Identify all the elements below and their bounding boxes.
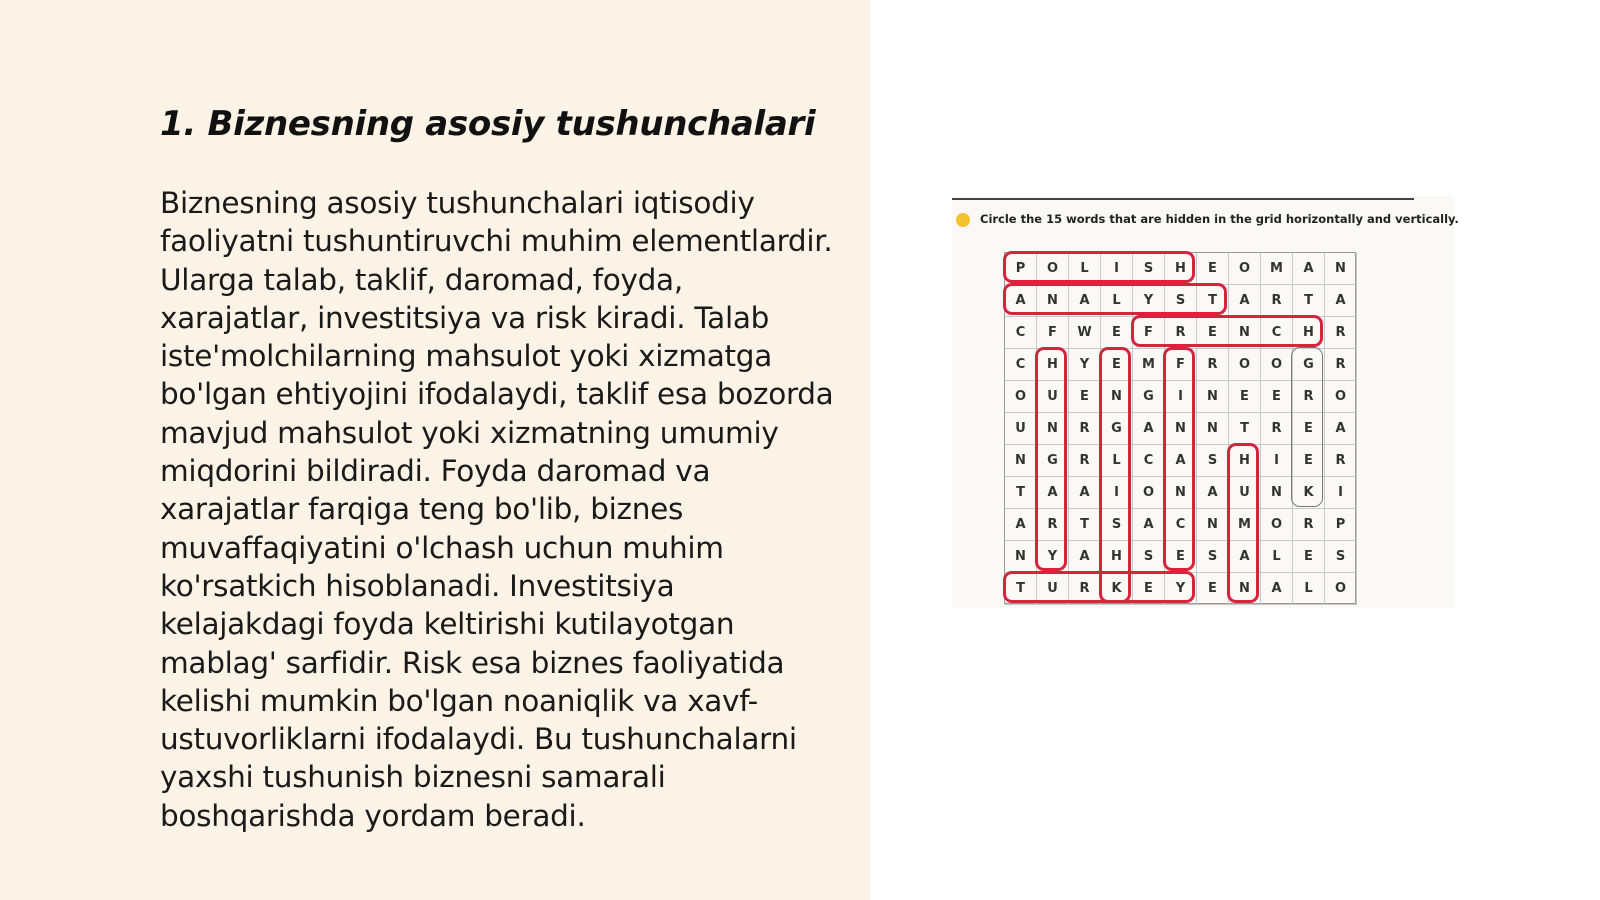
grid-cell: N <box>1197 509 1229 541</box>
grid-cell: R <box>1261 413 1293 445</box>
grid-cell: O <box>1229 349 1261 381</box>
grid-cell: F <box>1037 317 1069 349</box>
grid-cell: E <box>1165 541 1197 573</box>
grid-cell: H <box>1037 349 1069 381</box>
grid-cell: A <box>1325 285 1357 317</box>
grid-cell: N <box>1005 541 1037 573</box>
grid-cell: R <box>1069 573 1101 605</box>
grid-cell: E <box>1293 541 1325 573</box>
grid-cell: A <box>1069 541 1101 573</box>
grid-cell: A <box>1005 509 1037 541</box>
grid-cell: R <box>1069 445 1101 477</box>
grid-cell: A <box>1325 413 1357 445</box>
grid-cell: P <box>1005 253 1037 285</box>
grid-cell: C <box>1133 445 1165 477</box>
grid-cell: A <box>1197 477 1229 509</box>
grid-cell: R <box>1069 413 1101 445</box>
grid-cell: E <box>1197 253 1229 285</box>
divider-line <box>952 198 1414 200</box>
grid-cell: U <box>1229 477 1261 509</box>
grid-cell: A <box>1069 285 1101 317</box>
grid-cell: A <box>1293 253 1325 285</box>
slide-title: 1. Biznesning asosiy tushunchalari <box>160 104 816 144</box>
grid-cell: O <box>1261 509 1293 541</box>
grid-cell: T <box>1229 413 1261 445</box>
grid-cell: E <box>1197 573 1229 605</box>
bullet-icon <box>956 213 970 227</box>
word-highlight-ring <box>1163 347 1195 571</box>
grid-cell: H <box>1101 541 1133 573</box>
grid-cell: W <box>1069 317 1101 349</box>
grid-cell: O <box>1005 381 1037 413</box>
word-highlight-ring <box>1291 347 1323 507</box>
grid-cell: T <box>1069 509 1101 541</box>
grid-cell: E <box>1133 573 1165 605</box>
grid-cell: A <box>1133 509 1165 541</box>
grid-cell: R <box>1261 285 1293 317</box>
grid-cell: H <box>1293 317 1325 349</box>
grid-cell: E <box>1069 381 1101 413</box>
grid-cell: R <box>1293 509 1325 541</box>
grid-cell: N <box>1165 413 1197 445</box>
grid-cell: T <box>1005 477 1037 509</box>
grid-cell: A <box>1005 285 1037 317</box>
grid-cell: M <box>1133 349 1165 381</box>
grid-cell: G <box>1293 349 1325 381</box>
grid-cell: L <box>1069 253 1101 285</box>
puzzle-instruction: Circle the 15 words that are hidden in the grid horizontally and vertically. <box>980 212 1459 226</box>
grid-cell: A <box>1069 477 1101 509</box>
grid-cell: C <box>1005 349 1037 381</box>
grid-cell: S <box>1133 541 1165 573</box>
grid-cell: N <box>1165 477 1197 509</box>
grid-cell: Y <box>1037 541 1069 573</box>
word-highlight-ring <box>1003 251 1195 283</box>
grid-cell: E <box>1229 381 1261 413</box>
grid-cell: S <box>1165 285 1197 317</box>
grid-cell: A <box>1133 413 1165 445</box>
grid-cell: A <box>1037 477 1069 509</box>
grid-cell: K <box>1101 573 1133 605</box>
grid-cell: G <box>1101 413 1133 445</box>
word-highlight-ring <box>1003 283 1227 315</box>
grid-cell: S <box>1101 509 1133 541</box>
word-highlight-ring <box>1227 443 1259 603</box>
grid-cell: N <box>1197 413 1229 445</box>
grid-cell: O <box>1133 477 1165 509</box>
grid-cell: P <box>1325 509 1357 541</box>
grid-cell: Y <box>1069 349 1101 381</box>
grid-cell: C <box>1005 317 1037 349</box>
word-highlight-ring <box>1035 347 1067 571</box>
word-highlight-ring <box>1003 571 1195 603</box>
grid-cell: M <box>1261 253 1293 285</box>
slide-body-text: Biznesning asosiy tushunchalari iqtisodiy faoliyatni tushuntiruvchi muhim elementlardir. Ularga talab, taklif, daromad, foyda, xarajatlar, investitsiya va risk kiradi. Talab iste'molchilarning mahsulot yoki xizmatga bo'lgan ehtiyojini ifodalaydi, taklif esa bozorda mavjud mahsulot yoki xizmatning umumiy miqdorini bildiradi. Foyda daromad va xarajatlar farqiga teng bo'lib, biznes muvaffaqiyatini o'lchash uchun muhim ko'rsatkich hisoblanadi. Investitsiya kelajakdagi foyda keltirishi kutilayotgan mablag' sarfidir. Risk esa biznes faoliyatida kelishi mumkin bo'lgan noaniqlik va xavf-ustuvorliklarni ifodalaydi. Bu tushunchalarni yaxshi tushunish biznesni samarali boshqarishda yordam beradi. <box>160 186 834 833</box>
grid-cell: G <box>1037 445 1069 477</box>
grid-cell: E <box>1261 381 1293 413</box>
grid-cell: S <box>1197 541 1229 573</box>
grid-cell: M <box>1229 509 1261 541</box>
grid-cell: K <box>1293 477 1325 509</box>
grid-cell: G <box>1133 381 1165 413</box>
grid-cell: E <box>1101 349 1133 381</box>
grid-cell: O <box>1229 253 1261 285</box>
grid-cell: O <box>1037 253 1069 285</box>
grid-cell: F <box>1133 317 1165 349</box>
grid-cell: N <box>1101 381 1133 413</box>
grid-cell: T <box>1005 573 1037 605</box>
grid-cell: C <box>1165 509 1197 541</box>
grid-cell: E <box>1101 317 1133 349</box>
grid-cell: N <box>1197 381 1229 413</box>
grid-cell: H <box>1165 253 1197 285</box>
grid-cell: R <box>1325 349 1357 381</box>
grid-cell: T <box>1293 285 1325 317</box>
grid-cell: N <box>1261 477 1293 509</box>
grid-cell: S <box>1325 541 1357 573</box>
grid-cell: N <box>1037 285 1069 317</box>
grid-cell: C <box>1261 317 1293 349</box>
grid-cell: U <box>1037 381 1069 413</box>
grid-cell: E <box>1293 413 1325 445</box>
grid-cell: U <box>1037 573 1069 605</box>
grid-cell: I <box>1101 253 1133 285</box>
grid-cell: S <box>1133 253 1165 285</box>
grid-cell: L <box>1293 573 1325 605</box>
grid-cell: A <box>1229 541 1261 573</box>
grid-cell: E <box>1197 317 1229 349</box>
grid-cell: H <box>1229 445 1261 477</box>
word-search-image <box>952 196 1459 608</box>
grid-cell: A <box>1261 573 1293 605</box>
grid-cell: R <box>1325 445 1357 477</box>
grid-cell: N <box>1229 573 1261 605</box>
grid-cell: A <box>1229 285 1261 317</box>
grid-cell: T <box>1197 285 1229 317</box>
grid-cell: L <box>1261 541 1293 573</box>
grid-cell: I <box>1261 445 1293 477</box>
grid-cell: O <box>1325 381 1357 413</box>
word-highlight-ring <box>1099 347 1131 603</box>
grid-cell: I <box>1101 477 1133 509</box>
grid-cell: R <box>1037 509 1069 541</box>
grid-cell: U <box>1005 413 1037 445</box>
grid-cell: F <box>1165 349 1197 381</box>
grid-cell: O <box>1261 349 1293 381</box>
grid-cell: L <box>1101 445 1133 477</box>
grid-cell: N <box>1037 413 1069 445</box>
grid-cell: Y <box>1165 573 1197 605</box>
grid-cell: N <box>1229 317 1261 349</box>
grid-cell: O <box>1325 573 1357 605</box>
grid-cell: N <box>1325 253 1357 285</box>
grid-cell: Y <box>1133 285 1165 317</box>
grid-cell: I <box>1165 381 1197 413</box>
grid-cell: R <box>1165 317 1197 349</box>
grid-cell: S <box>1197 445 1229 477</box>
grid-cell: E <box>1293 445 1325 477</box>
word-search-grid <box>1004 252 1356 604</box>
grid-cell: L <box>1101 285 1133 317</box>
grid-cell: R <box>1293 381 1325 413</box>
grid-cell: R <box>1325 317 1357 349</box>
word-highlight-ring <box>1131 315 1323 347</box>
grid-cell: I <box>1325 477 1357 509</box>
grid-cell: R <box>1197 349 1229 381</box>
grid-cell: A <box>1165 445 1197 477</box>
grid-cell: N <box>1005 445 1037 477</box>
